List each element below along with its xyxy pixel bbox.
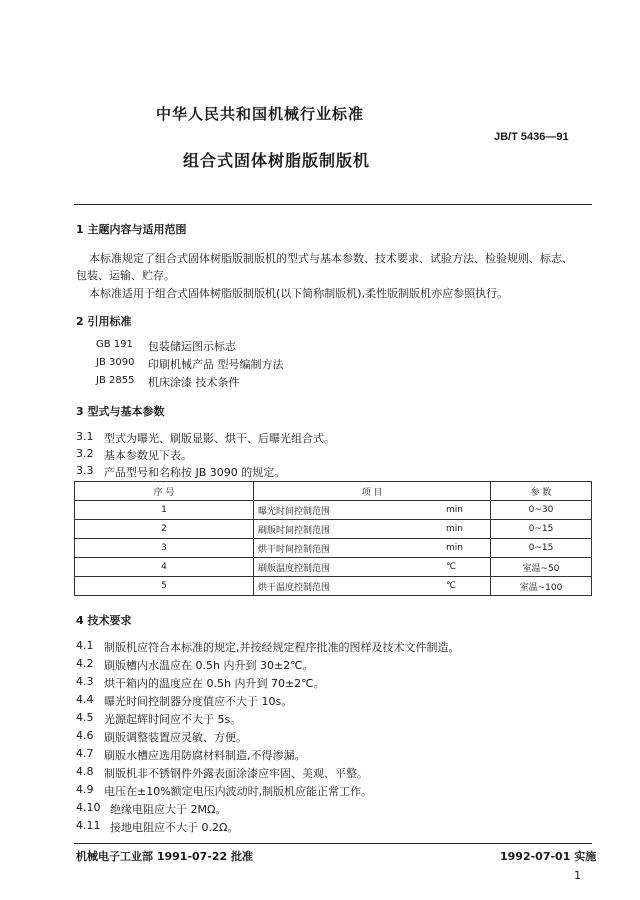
clause-text: 光源起辉时间应不大于 5s。 — [104, 713, 242, 726]
row-number: 3 — [75, 539, 254, 558]
clause-text: 曝光时间控制器分度值应不大于 10s。 — [104, 695, 293, 708]
effective-date: 1992-07-01 实施 — [500, 850, 597, 863]
clause-number: 4.4 — [76, 693, 94, 706]
row-unit: min — [442, 501, 491, 520]
clause-number: 3.3 — [76, 464, 94, 477]
row-item: 刷版时间控制范围 — [254, 520, 443, 539]
row-unit: min — [442, 539, 491, 558]
row-item: 烘干时间控制范围 — [254, 539, 443, 558]
clause-number: 4.7 — [76, 747, 94, 760]
row-item: 刷版温度控制范围 — [254, 558, 443, 577]
table-row — [75, 520, 592, 539]
row-unit: ℃ — [442, 558, 491, 577]
reference-code: GB 191 — [96, 339, 133, 350]
clause-number: 4.5 — [76, 711, 94, 724]
clause-number: 4.10 — [76, 801, 101, 814]
clause-text: 制版机非不锈钢件外露表面涂漆应牢固、美观、平整。 — [104, 767, 368, 780]
clause-number: 4.3 — [76, 675, 94, 688]
clause-number: 4.8 — [76, 765, 94, 778]
clause-text: 电压在±10%额定电压内波动时,制版机应能正常工作。 — [104, 785, 373, 798]
section-1-para-1-line-1: 本标准规定了组合式固体树脂版制版机的型式与基本参数、技术要求、试验方法、检验规则、标志、 — [89, 252, 573, 265]
table-row — [75, 501, 592, 520]
table-row — [75, 558, 592, 577]
clause-text: 烘干箱内的温度应在 0.5h 内升到 70±2℃。 — [104, 677, 325, 690]
row-value: 室温~50 — [491, 558, 592, 577]
reference-name: 印刷机械产品 型号编制方法 — [148, 358, 284, 371]
clause-number: 4.1 — [76, 639, 94, 652]
row-number: 2 — [75, 520, 254, 539]
row-unit: ℃ — [442, 577, 491, 596]
clause-text: 绝缘电阻应大于 2MΩ。 — [110, 803, 227, 816]
section-2-heading: 2 引用标准 — [76, 315, 132, 328]
row-unit: min — [442, 520, 491, 539]
clause-text: 刷版调整装置应灵敏、方便。 — [104, 731, 247, 744]
header-rule — [74, 204, 592, 205]
column-header-value: 参 数 — [491, 482, 592, 501]
table-row — [75, 539, 592, 558]
row-number: 4 — [75, 558, 254, 577]
section-4-heading: 4 技术要求 — [76, 614, 132, 627]
row-value: 0~30 — [491, 501, 592, 520]
clause-text: 基本参数见下表。 — [104, 449, 192, 462]
page-number: 1 — [574, 869, 581, 882]
clause-text: 制版机应符合本标准的规定,并按经规定程序批准的图样及技术文件制造。 — [104, 641, 460, 654]
footer-rule — [74, 843, 592, 844]
section-3-heading: 3 型式与基本参数 — [76, 405, 165, 418]
clause-number: 4.9 — [76, 783, 94, 796]
table-row — [75, 577, 592, 596]
standard-code: JB/T 5436—91 — [494, 131, 569, 143]
clause-text: 产品型号和名称按 JB 3090 的规定。 — [104, 466, 286, 479]
column-header-item: 项 目 — [254, 482, 491, 501]
row-value: 室温~100 — [491, 577, 592, 596]
clause-text: 型式为曝光、刷版显影、烘干、后曝光组合式。 — [104, 432, 335, 445]
row-number: 5 — [75, 577, 254, 596]
row-value: 0~15 — [491, 520, 592, 539]
clause-text: 接地电阻应不大于 0.2Ω。 — [110, 821, 239, 834]
org-title: 中华人民共和国机械行业标准 — [156, 105, 365, 123]
table-header-row — [75, 482, 592, 501]
column-header-number: 序 号 — [75, 482, 254, 501]
section-1-para-1-line-2: 包装、运输、贮存。 — [76, 269, 175, 282]
reference-code: JB 2855 — [96, 375, 135, 386]
clause-number: 4.11 — [76, 819, 101, 832]
reference-name: 包装储运图示标志 — [148, 340, 236, 353]
clause-number: 3.2 — [76, 447, 94, 460]
reference-name: 机床涂漆 技术条件 — [148, 376, 240, 389]
clause-text: 刷版水槽应选用防腐材料制造,不得渗漏。 — [104, 749, 306, 762]
row-item: 烘干温度控制范围 — [254, 577, 443, 596]
approval-note: 机械电子工业部 1991-07-22 批准 — [76, 850, 254, 863]
reference-code: JB 3090 — [96, 357, 135, 368]
section-1-para-2: 本标准适用于组合式固体树脂版制版机(以下简称制版机),柔性版制版机亦应参照执行。 — [89, 287, 509, 300]
row-item: 曝光时间控制范围 — [254, 501, 443, 520]
clause-number: 4.6 — [76, 729, 94, 742]
clause-number: 4.2 — [76, 657, 94, 670]
clause-number: 3.1 — [76, 430, 94, 443]
section-1-heading: 1 主题内容与适用范围 — [76, 223, 187, 236]
basic-parameters-table — [74, 481, 592, 596]
row-number: 1 — [75, 501, 254, 520]
document-title: 组合式固体树脂版制版机 — [183, 151, 371, 170]
row-value: 0~15 — [491, 539, 592, 558]
clause-text: 刷版槽内水温应在 0.5h 内升到 30±2℃。 — [104, 659, 314, 672]
